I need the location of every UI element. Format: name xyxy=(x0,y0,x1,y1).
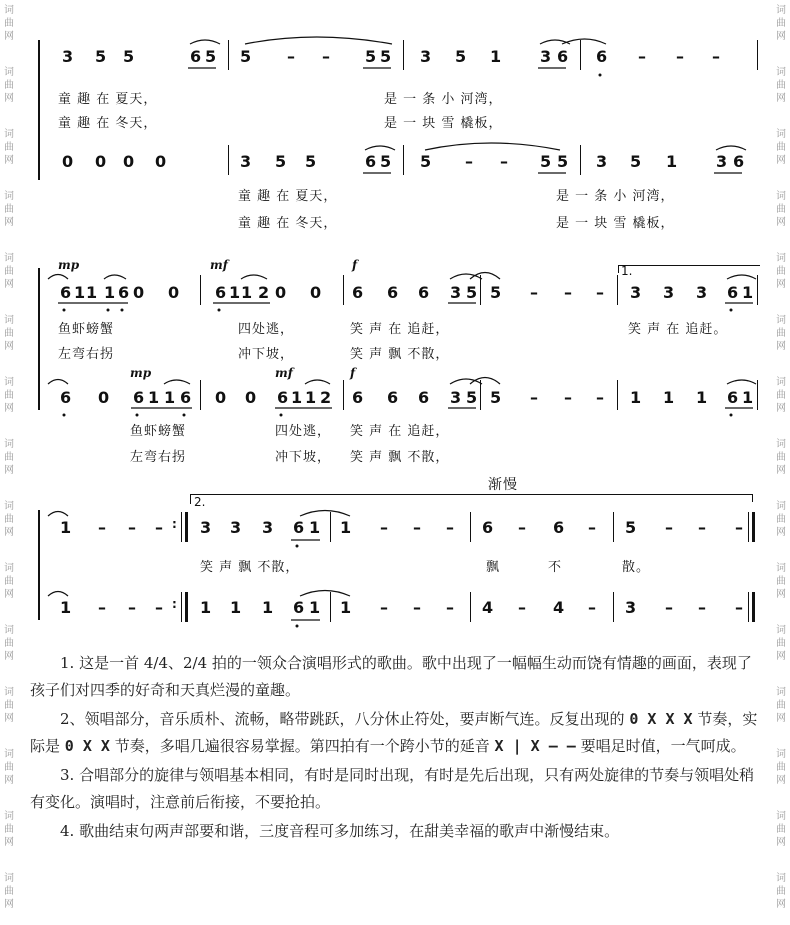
lyric: 童 趣 在 冬天， xyxy=(58,116,158,131)
lyric: 鱼虾螃蟹 xyxy=(58,322,115,337)
watermark-char: 曲 xyxy=(4,204,14,215)
watermark-char: 词 xyxy=(4,315,14,326)
dash-note: – xyxy=(413,598,421,617)
jianpu-note: 6 xyxy=(118,283,130,302)
repeat-dots: : xyxy=(172,597,177,611)
lyric: 笑 声 飘 不散， xyxy=(350,347,450,362)
jianpu-note: 6 xyxy=(133,388,145,407)
dash-note: – xyxy=(712,47,720,66)
tie xyxy=(48,592,68,597)
jianpu-note: 6 xyxy=(190,47,202,66)
watermark-char: 词 xyxy=(4,253,14,264)
watermark-char: 词 xyxy=(4,377,14,388)
watermark-char: 网 xyxy=(776,837,786,848)
jianpu-note: 3 xyxy=(630,283,642,302)
watermark-char: 词 xyxy=(4,687,14,698)
dash-note: – xyxy=(735,518,743,537)
dynamic-mf: mf xyxy=(275,366,293,380)
watermark-char: 曲 xyxy=(776,700,786,711)
jianpu-note: 1 xyxy=(630,388,642,407)
watermark-char: 词 xyxy=(4,67,14,78)
jianpu-note: 0 xyxy=(95,152,107,171)
watermark-char: 曲 xyxy=(776,80,786,91)
dash-note: – xyxy=(446,598,454,617)
rhythm-figure: 0 X X xyxy=(64,737,110,755)
watermark-char: 词 xyxy=(4,5,14,16)
jianpu-note: 1 xyxy=(305,388,317,407)
jianpu-note: 1 xyxy=(60,598,72,617)
jianpu-note: 5 xyxy=(455,47,467,66)
dash-note: – xyxy=(380,598,388,617)
lyric: 左弯右拐 xyxy=(130,450,187,465)
tie xyxy=(48,512,68,517)
dash-note: – xyxy=(287,47,295,66)
watermark-char: 曲 xyxy=(4,266,14,277)
watermark-char: 曲 xyxy=(776,638,786,649)
jianpu-note: 3 xyxy=(625,598,637,617)
watermark-char: 曲 xyxy=(776,824,786,835)
watermark-char: 词 xyxy=(776,253,786,264)
watermark-char: 网 xyxy=(776,527,786,538)
jianpu-note: 1 xyxy=(696,388,708,407)
watermark-char: 曲 xyxy=(4,390,14,401)
jianpu-note: 4 xyxy=(553,598,565,617)
jianpu-note: 2 xyxy=(258,283,270,302)
jianpu-note: 0 xyxy=(245,388,257,407)
jianpu-note: 1 xyxy=(490,47,502,66)
dash-note: – xyxy=(596,283,604,302)
watermark-char: 曲 xyxy=(776,514,786,525)
watermark-char: 词 xyxy=(776,811,786,822)
jianpu-note: 6 xyxy=(277,388,289,407)
lyric: 笑 声 飘 不散， xyxy=(350,450,450,465)
watermark-char: 网 xyxy=(4,31,14,42)
jianpu-note: 6 xyxy=(482,518,494,537)
jianpu-note: 5 xyxy=(540,152,552,171)
lyric: 冲下坡， xyxy=(238,347,295,362)
slur xyxy=(190,40,220,44)
dash-note: – xyxy=(530,283,538,302)
watermark-char: 网 xyxy=(4,465,14,476)
jianpu-note: 1 xyxy=(340,518,352,537)
note-paragraph-4: 4. 歌曲结束句两声部要和谐，三度音程可多加练习，在甜美幸福的歌声中渐慢结束。 xyxy=(60,822,620,840)
lyric: 不 xyxy=(548,560,563,575)
jianpu-note: 5 xyxy=(420,152,432,171)
note-paragraph-2: 2、领唱部分，音乐质朴、流畅，略带跳跃，八分休止符处，要声断气连。反复出现的 0 X X X 节奏，实际是 0 X X 节奏，多唱几遍很容易掌握。第四拍有一个跨小节的延音 X | X – – 要唱足时值，一气呵成。 xyxy=(30,710,758,755)
watermark-char: 曲 xyxy=(4,328,14,339)
dash-note: – xyxy=(564,283,572,302)
dynamic-mp: mp xyxy=(130,366,152,380)
dynamic-mf: mf xyxy=(210,258,228,272)
jianpu-note: 6 xyxy=(352,283,364,302)
dash-note: – xyxy=(676,47,684,66)
jianpu-note: 5 xyxy=(630,152,642,171)
jianpu-note: 3 xyxy=(262,518,274,537)
jianpu-note: 5 xyxy=(466,388,478,407)
jianpu-note: 1 xyxy=(74,283,86,302)
jianpu-note: 6 xyxy=(293,598,305,617)
jianpu-note: 3 xyxy=(450,283,462,302)
jianpu-note: 1 xyxy=(104,283,116,302)
watermark-char: 网 xyxy=(4,155,14,166)
tie xyxy=(300,511,350,517)
dash-note: – xyxy=(564,388,572,407)
note-paragraph-3: 3. 合唱部分的旋律与领唱基本相同，有时是同时出现，有时是先后出现，只有两处旋律的节奏与领唱处稍有变化。演唱时，注意前后衔接，不要抢拍。 xyxy=(30,766,755,811)
jianpu-note: 0 xyxy=(155,152,167,171)
jianpu-note: 1 xyxy=(663,388,675,407)
jianpu-note: 5 xyxy=(625,518,637,537)
jianpu-note: 5 xyxy=(557,152,569,171)
jianpu-note: 1 xyxy=(241,283,253,302)
watermark-char: 曲 xyxy=(4,824,14,835)
lyric: 笑 声 在 追赶， xyxy=(350,322,450,337)
watermark-char: 词 xyxy=(4,873,14,884)
lyric: 笑 声 飘 不散， xyxy=(200,560,300,575)
dash-note: – xyxy=(322,47,330,66)
volta-2: 2. xyxy=(194,495,206,509)
jianpu-note: 6 xyxy=(557,47,569,66)
watermark-char: 网 xyxy=(776,589,786,600)
jianpu-note: 5 xyxy=(275,152,287,171)
watermark-char: 词 xyxy=(4,439,14,450)
watermark-char: 网 xyxy=(4,651,14,662)
jianpu-note: 6 xyxy=(387,283,399,302)
slur xyxy=(716,146,746,150)
watermark-char: 曲 xyxy=(776,452,786,463)
jianpu-note: 1 xyxy=(60,518,72,537)
watermark-char: 词 xyxy=(776,873,786,884)
dynamic-f: f xyxy=(352,258,358,272)
watermark-char: 曲 xyxy=(776,390,786,401)
slur xyxy=(305,380,330,384)
watermark-char: 网 xyxy=(4,775,14,786)
dash-note: – xyxy=(665,518,673,537)
slur xyxy=(241,275,267,279)
lyric: 散。 xyxy=(622,560,651,575)
jianpu-note: 3 xyxy=(540,47,552,66)
lyric: 左弯右拐 xyxy=(58,347,115,362)
jianpu-note: 3 xyxy=(696,283,708,302)
rhythm-figure: X | X – – xyxy=(494,737,576,755)
tie xyxy=(425,143,560,150)
watermark-char: 网 xyxy=(776,775,786,786)
watermark-char: 曲 xyxy=(4,886,14,897)
jianpu-note: 1 xyxy=(666,152,678,171)
dash-note: – xyxy=(413,518,421,537)
jianpu-note: 0 xyxy=(168,283,180,302)
lyric: 童 趣 在 夏天， xyxy=(238,189,338,204)
watermark-char: 曲 xyxy=(4,638,14,649)
jianpu-note: 3 xyxy=(240,152,252,171)
jianpu-note: 1 xyxy=(742,388,754,407)
watermark-char: 网 xyxy=(4,527,14,538)
jianpu-note: 3 xyxy=(596,152,608,171)
watermark-char: 网 xyxy=(776,899,786,910)
watermark-char: 曲 xyxy=(4,576,14,587)
watermark-char: 网 xyxy=(776,31,786,42)
watermark-char: 词 xyxy=(776,625,786,636)
slur xyxy=(164,380,190,384)
volta-1: 1. xyxy=(621,264,633,278)
lyric: 是 一 块 雪 橇板， xyxy=(556,216,675,231)
jianpu-note: 6 xyxy=(215,283,227,302)
dash-note: – xyxy=(128,598,136,617)
jianpu-note: 5 xyxy=(380,47,392,66)
watermark-char: 词 xyxy=(776,501,786,512)
watermark-char: 词 xyxy=(4,563,14,574)
dash-note: – xyxy=(518,598,526,617)
watermark-char: 网 xyxy=(4,837,14,848)
jianpu-note: 5 xyxy=(123,47,135,66)
tie xyxy=(48,275,68,280)
watermark-char: 网 xyxy=(776,279,786,290)
watermark-char: 网 xyxy=(776,155,786,166)
jianpu-note: 0 xyxy=(123,152,135,171)
watermark-char: 词 xyxy=(776,749,786,760)
watermark-char: 词 xyxy=(4,501,14,512)
dash-note: – xyxy=(530,388,538,407)
watermark-char: 网 xyxy=(4,713,14,724)
watermark-char: 曲 xyxy=(4,762,14,773)
jianpu-note: 5 xyxy=(95,47,107,66)
repeat-dots: : xyxy=(172,517,177,531)
watermark-char: 词 xyxy=(776,377,786,388)
jianpu-note: 5 xyxy=(305,152,317,171)
watermark-char: 网 xyxy=(776,341,786,352)
tie xyxy=(245,37,392,44)
dash-note: – xyxy=(588,518,596,537)
dash-note: – xyxy=(698,518,706,537)
lyric: 冲下坡， xyxy=(275,450,332,465)
jianpu-note: 1 xyxy=(291,388,303,407)
watermark-char: 网 xyxy=(776,403,786,414)
watermark-char: 词 xyxy=(4,625,14,636)
jianpu-note: 5 xyxy=(205,47,217,66)
lyric: 是 一 条 小 河湾， xyxy=(556,189,675,204)
tie xyxy=(470,378,500,385)
lyric: 四处逃， xyxy=(275,424,332,439)
watermark-char: 词 xyxy=(776,129,786,140)
jianpu-note: 5 xyxy=(240,47,252,66)
jianpu-note: 3 xyxy=(420,47,432,66)
jianpu-note: 1 xyxy=(164,388,176,407)
jianpu-note: 6 xyxy=(727,283,739,302)
jianpu-note: 3 xyxy=(663,283,675,302)
jianpu-note: 1 xyxy=(742,283,754,302)
watermark-char: 词 xyxy=(4,129,14,140)
jianpu-note: 6 xyxy=(418,283,430,302)
tie xyxy=(48,380,68,385)
watermark-char: 网 xyxy=(4,341,14,352)
lyric: 童 趣 在 冬天， xyxy=(238,216,338,231)
watermark-char: 网 xyxy=(4,217,14,228)
watermark-char: 词 xyxy=(776,191,786,202)
watermark-char: 曲 xyxy=(4,452,14,463)
rhythm-figure: 0 X X X xyxy=(629,710,693,728)
watermark-char: 网 xyxy=(4,279,14,290)
jianpu-note: 6 xyxy=(733,152,745,171)
tie xyxy=(300,591,350,597)
dash-note: – xyxy=(155,518,163,537)
watermark-char: 网 xyxy=(776,651,786,662)
jianpu-note: 5 xyxy=(380,152,392,171)
lyric: 鱼虾螃蟹 xyxy=(130,424,187,439)
jianpu-note: 6 xyxy=(352,388,364,407)
jianpu-note: 3 xyxy=(200,518,212,537)
watermark-char: 词 xyxy=(776,439,786,450)
jianpu-note: 6 xyxy=(418,388,430,407)
jianpu-note: 0 xyxy=(215,388,227,407)
watermark-char: 词 xyxy=(776,687,786,698)
jianpu-note: 3 xyxy=(230,518,242,537)
jianpu-note: 6 xyxy=(727,388,739,407)
lyric: 是 一 块 雪 橇板， xyxy=(384,116,503,131)
dynamic-f: f xyxy=(350,366,356,380)
watermark-char: 曲 xyxy=(4,514,14,525)
jianpu-note: 2 xyxy=(320,388,332,407)
jianpu-note: 6 xyxy=(60,388,72,407)
watermark-char: 曲 xyxy=(776,18,786,29)
jianpu-note: 6 xyxy=(365,152,377,171)
slur xyxy=(365,146,395,150)
jianpu-note: 5 xyxy=(466,283,478,302)
dash-note: – xyxy=(155,598,163,617)
watermark-char: 曲 xyxy=(776,204,786,215)
slur xyxy=(727,275,756,279)
jianpu-note: 6 xyxy=(387,388,399,407)
jianpu-note: 1 xyxy=(309,598,321,617)
lyric: 四处逃， xyxy=(238,322,295,337)
jianpu-note: 1 xyxy=(148,388,160,407)
watermark-char: 网 xyxy=(4,93,14,104)
lyric: 是 一 条 小 河湾， xyxy=(384,92,503,107)
jianpu-note: 3 xyxy=(450,388,462,407)
lyric: 笑 声 在 追赶。 xyxy=(628,322,728,337)
jianpu-note: 1 xyxy=(230,598,242,617)
watermark-char: 曲 xyxy=(776,328,786,339)
jianpu-note: 6 xyxy=(553,518,565,537)
watermark-char: 词 xyxy=(4,191,14,202)
lyric: 笑 声 在 追赶， xyxy=(350,424,450,439)
tie xyxy=(470,273,500,280)
jianpu-note: 1 xyxy=(229,283,241,302)
dash-note: – xyxy=(446,518,454,537)
jianpu-note: 3 xyxy=(716,152,728,171)
note-paragraph-1: 1. 这是一首 4/4、2/4 拍的一领众合演唱形式的歌曲。歌中出现了一幅幅生动而饶有情趣的画面，表现了孩子们对四季的好奇和天真烂漫的童趣。 xyxy=(30,654,752,699)
jianpu-note: 0 xyxy=(98,388,110,407)
watermark-char: 词 xyxy=(4,749,14,760)
watermark-char: 网 xyxy=(776,465,786,476)
dash-note: – xyxy=(518,518,526,537)
dash-note: – xyxy=(500,152,508,171)
jianpu-note: 0 xyxy=(275,283,287,302)
dash-note: – xyxy=(98,598,106,617)
watermark-char: 网 xyxy=(776,217,786,228)
jianpu-note: 1 xyxy=(262,598,274,617)
jianpu-note: 6 xyxy=(293,518,305,537)
dash-note: – xyxy=(128,518,136,537)
watermark-char: 曲 xyxy=(776,576,786,587)
watermark-char: 词 xyxy=(776,5,786,16)
dash-note: – xyxy=(638,47,646,66)
watermark-char: 曲 xyxy=(4,700,14,711)
dash-note: – xyxy=(588,598,596,617)
watermark-char: 网 xyxy=(776,713,786,724)
tempo-marking: 渐慢 xyxy=(488,477,518,493)
dash-note: – xyxy=(665,598,673,617)
jianpu-note: 5 xyxy=(490,283,502,302)
jianpu-note: 1 xyxy=(309,518,321,537)
dynamic-mp: mp xyxy=(58,258,80,272)
jianpu-note: 3 xyxy=(62,47,74,66)
jianpu-note: 1 xyxy=(340,598,352,617)
watermark-char: 曲 xyxy=(4,18,14,29)
jianpu-note: 6 xyxy=(596,47,608,66)
watermark-char: 网 xyxy=(4,589,14,600)
slur xyxy=(104,275,126,279)
jianpu-note: 1 xyxy=(200,598,212,617)
jianpu-note: 0 xyxy=(133,283,145,302)
watermark-char: 曲 xyxy=(776,266,786,277)
watermark-char: 词 xyxy=(776,563,786,574)
jianpu-note: 6 xyxy=(180,388,192,407)
watermark-char: 词 xyxy=(4,811,14,822)
dash-note: – xyxy=(596,388,604,407)
dash-note: – xyxy=(735,598,743,617)
watermark-char: 网 xyxy=(4,403,14,414)
watermark-char: 网 xyxy=(776,93,786,104)
jianpu-note: 0 xyxy=(310,283,322,302)
lyric: 童 趣 在 夏天， xyxy=(58,92,158,107)
watermark-char: 词 xyxy=(776,315,786,326)
watermark-char: 曲 xyxy=(776,762,786,773)
watermark-char: 曲 xyxy=(776,886,786,897)
lyric: 飘 xyxy=(486,560,501,575)
dash-note: – xyxy=(380,518,388,537)
jianpu-note: 5 xyxy=(365,47,377,66)
dash-note: – xyxy=(98,518,106,537)
watermark-char: 曲 xyxy=(776,142,786,153)
jianpu-note: 4 xyxy=(482,598,494,617)
watermark-char: 词 xyxy=(776,67,786,78)
watermark-char: 曲 xyxy=(4,142,14,153)
slur xyxy=(727,380,756,384)
jianpu-note: 6 xyxy=(60,283,72,302)
dash-note: – xyxy=(465,152,473,171)
performance-notes xyxy=(30,650,765,847)
watermark-char: 曲 xyxy=(4,80,14,91)
jianpu-note: 1 xyxy=(86,283,98,302)
jianpu-note: 0 xyxy=(62,152,74,171)
jianpu-note: 5 xyxy=(490,388,502,407)
dash-note: – xyxy=(698,598,706,617)
watermark-char: 网 xyxy=(4,899,14,910)
